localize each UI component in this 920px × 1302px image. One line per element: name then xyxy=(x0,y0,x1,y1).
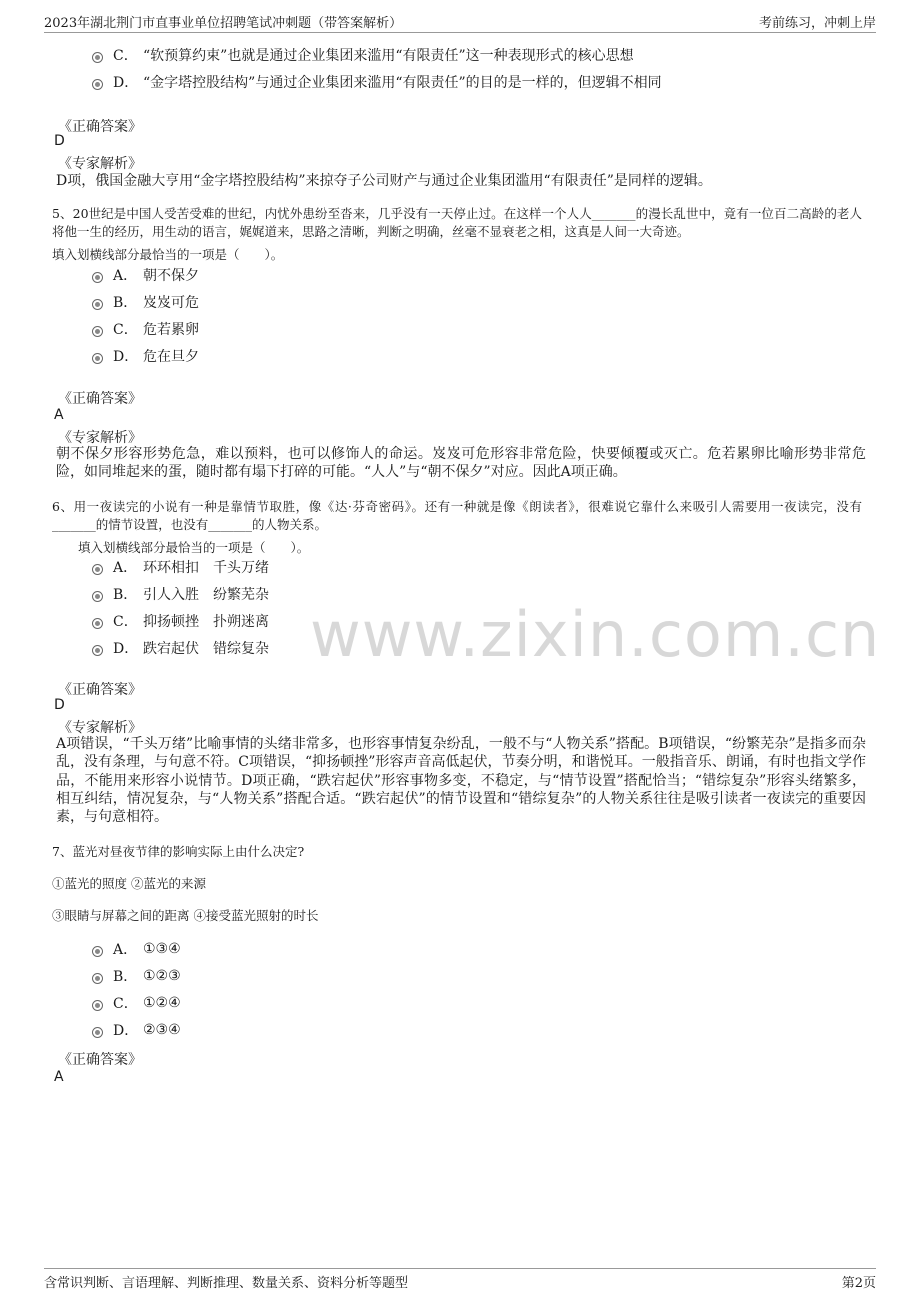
q6-option-c[interactable]: C． 抑扬顿挫 扑朔迷离 xyxy=(92,610,269,632)
q5-option-c[interactable]: C． 危若累卵 xyxy=(92,318,199,340)
radio-icon[interactable] xyxy=(92,326,103,337)
radio-icon[interactable] xyxy=(92,52,103,63)
q7-option-c[interactable]: C． ①②④ xyxy=(92,992,181,1014)
q7-option-b[interactable]: B． ①②③ xyxy=(92,965,181,987)
q6-option-b[interactable]: B． 引人入胜 纷繁芜杂 xyxy=(92,583,269,605)
q7-option-a[interactable]: A． ①③④ xyxy=(92,938,181,960)
radio-icon[interactable] xyxy=(92,618,103,629)
q4-option-c[interactable]: C． “软预算约束”也就是通过企业集团来滥用“有限责任”这一种表现形式的核心思想 xyxy=(92,44,634,66)
page-footer xyxy=(44,1268,876,1291)
q4-answer-label: 《正确答案》 xyxy=(58,119,142,135)
q7-items-1: ①蓝光的照度 ②蓝光的来源 xyxy=(52,876,206,891)
q5-answer: A xyxy=(54,407,64,423)
q7-items-2: ③眼睛与屏幕之间的距离 ④接受蓝光照射的时长 xyxy=(52,908,319,923)
q6-analysis-label: 《专家解析》 xyxy=(58,720,142,736)
radio-icon[interactable] xyxy=(92,591,103,602)
radio-icon[interactable] xyxy=(92,1000,103,1011)
q5-option-b[interactable]: B． 岌岌可危 xyxy=(92,291,199,313)
radio-icon[interactable] xyxy=(92,645,103,656)
q7-answer-label: 《正确答案》 xyxy=(58,1052,142,1068)
q7-stem: 7、蓝光对昼夜节律的影响实际上由什么决定? xyxy=(52,844,305,859)
radio-icon[interactable] xyxy=(92,973,103,984)
radio-icon[interactable] xyxy=(92,353,103,364)
q5-stem: 5、20世纪是中国人受苦受难的世纪，内忧外患纷至沓来，几乎没有一天停止过。在这样一个人人_______的漫长乱世中，竟有一位百二高龄的老人将他一生的经历，用生动的语言，娓娓道来，思路之清晰，判断之明确，丝毫不显衰老之相，这真是人间一大奇迹。 xyxy=(52,206,862,239)
radio-icon[interactable] xyxy=(92,299,103,310)
q5-answer-label: 《正确答案》 xyxy=(58,391,142,407)
q5-option-a[interactable]: A． 朝不保夕 xyxy=(92,264,199,286)
radio-icon[interactable] xyxy=(92,272,103,283)
q6-answer: D xyxy=(54,697,65,713)
radio-icon[interactable] xyxy=(92,79,103,90)
radio-icon[interactable] xyxy=(92,1027,103,1038)
q4-answer: D xyxy=(54,133,65,149)
q5-analysis: 朝不保夕形容形势危急，难以预料，也可以修饰人的命运。岌岌可危形容非常危险，快要倾覆或灭亡。危若累卵比喻形势非常危险，如同堆起来的蛋，随时都有塌下打碎的可能。“人人”与“朝不保夕”对应。因此A项正确。 xyxy=(56,446,866,481)
q6-analysis: A项错误，“千头万绪”比喻事情的头绪非常多，也形容事情复杂纷乱，一般不与“人物关系”搭配。B项错误，“纷繁芜杂”是指多而杂乱，没有条理，与句意不符。C项错误，“抑扬顿挫”形容声音高低起伏，节奏分明，和谐悦耳。一般指音乐、朗诵，有时也指文学作品，不能用来形容小说情节。D项正确，“跌宕起伏”形容事物多变，不稳定，与“情节设置”搭配恰当；“错综复杂”形容头绪繁多，相互纠结，情况复杂，与“人物关系”搭配合适。“跌宕起伏”的情节设置和“错综复杂”的人物关系往往是吸引读者一夜读完的重要因素，与句意相符。 xyxy=(56,736,866,826)
q7-answer: A xyxy=(54,1069,64,1085)
q5-analysis-label: 《专家解析》 xyxy=(58,430,142,446)
radio-icon[interactable] xyxy=(92,946,103,957)
q4-analysis: D项，俄国金融大亨用“金字塔控股结构”来掠夺子公司财产与通过企业集团滥用“有限责任”是同样的逻辑。 xyxy=(56,173,712,189)
footer-note: 含常识判断、言语理解、判断推理、数量关系、资料分析等题型 xyxy=(44,1276,409,1291)
q6-stem: 6、用一夜读完的小说有一种是靠情节取胜，像《达·芬奇密码》。还有一种就是像《朗读者》，很难说它靠什么来吸引人需要用一夜读完，没有_______的情节设置，也没有_______的人物关系。 xyxy=(52,499,862,532)
q7-option-d[interactable]: D． ②③④ xyxy=(92,1019,181,1041)
radio-icon[interactable] xyxy=(92,564,103,575)
q5-prompt: 填入划横线部分最恰当的一项是（ ）。 xyxy=(52,247,284,262)
q6-answer-label: 《正确答案》 xyxy=(58,682,142,698)
q4-analysis-label: 《专家解析》 xyxy=(58,156,142,172)
q6-prompt: 填入划横线部分最恰当的一项是（ ）。 xyxy=(78,540,310,555)
watermark: www.zixin.com.cn xyxy=(310,598,881,671)
q6-option-d[interactable]: D． 跌宕起伏 错综复杂 xyxy=(92,637,269,659)
q6-option-a[interactable]: A． 环环相扣 千头万绪 xyxy=(92,556,269,578)
q5-option-d[interactable]: D． 危在旦夕 xyxy=(92,345,199,367)
document-title: 2023年湖北荆门市直事业单位招聘笔试冲刺题（带答案解析） xyxy=(44,16,403,31)
page-header xyxy=(44,10,876,33)
header-slogan: 考前练习，冲刺上岸 xyxy=(758,16,876,31)
q4-option-d[interactable]: D． “金字塔控股结构”与通过企业集团来滥用“有限责任”的目的是一样的，但逻辑不相同 xyxy=(92,71,662,93)
page-number: 第2页 xyxy=(841,1276,876,1291)
